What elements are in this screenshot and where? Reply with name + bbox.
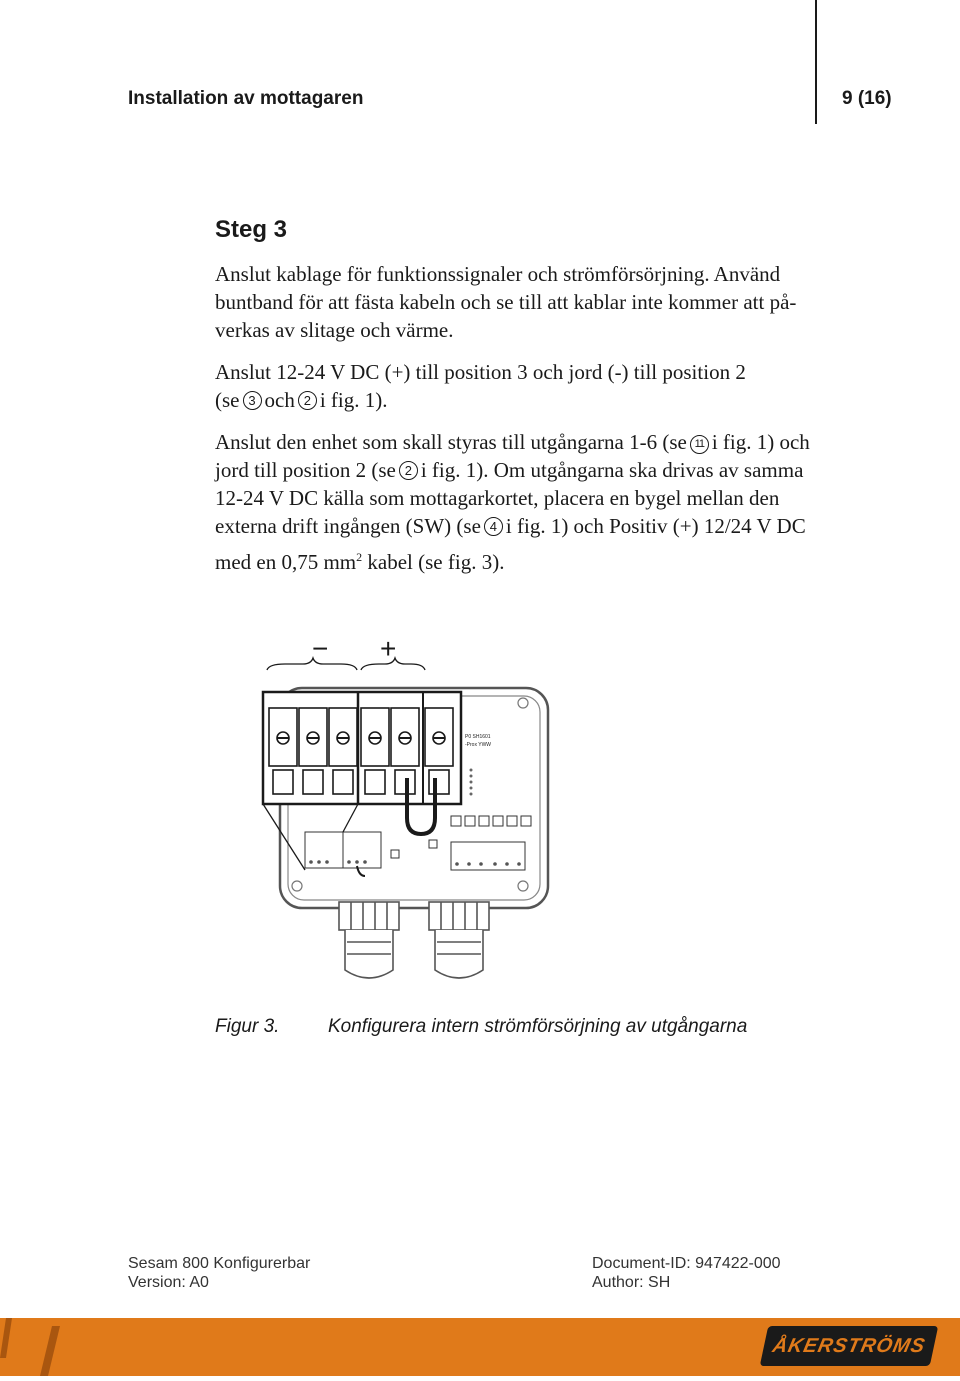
figure-caption: Konfigurera intern strömförsörjning av utgångarna [328, 1016, 748, 1037]
footer-product: Sesam 800 Konfigurerbar [128, 1255, 311, 1272]
paragraph-line: Anslut den enhet som skall styras till utgångarna 1-6 (se 11 i fig. 1) och [215, 430, 810, 454]
paragraph-outputs [215, 428, 895, 576]
paragraph-line: buntband för att fästa kabeln och se till att kablar inte kommer att på- [215, 290, 797, 314]
paragraph-line: 12-24 V DC källa som mottagarkortet, placera en bygel mellan den [215, 486, 780, 510]
section-heading: Steg 3 [215, 216, 288, 243]
footer-version: Version: A0 [128, 1274, 209, 1291]
circled-number-2: 2 [399, 461, 418, 480]
minus-brace [267, 658, 357, 670]
paragraph-line: jord till position 2 (se 2 i fig. 1). Om utgångarna ska drivas av samma [215, 458, 804, 482]
paragraph-power [215, 358, 895, 414]
paragraph-line: verkas av slitage och värme. [215, 318, 454, 342]
paragraph-line: (se 3 och 2 i fig. 1). [215, 388, 388, 412]
circled-number-2: 2 [298, 391, 317, 410]
page-number: 9 (16) [842, 88, 892, 109]
header-divider [815, 0, 817, 124]
footer-author: Author: SH [592, 1274, 671, 1291]
figure-label: Figur 3. [215, 1016, 280, 1037]
circled-number-4: 4 [484, 517, 503, 536]
company-logo: ÅKERSTRÖMS [760, 1326, 939, 1366]
wiring-figure [255, 630, 555, 1000]
circled-number-11: 11 [690, 435, 709, 454]
header-title: Installation av mottagaren [128, 88, 364, 109]
paragraph-line: Anslut kablage för funktionssignaler och strömförsörjning. Använd [215, 262, 781, 286]
paragraph-line: med en 0,75 $mm^2$ kabel (se fig. 3). [215, 550, 505, 574]
footer-document-id: Document-ID: 947422-000 [592, 1255, 781, 1272]
circled-number-3: 3 [243, 391, 262, 410]
board-label-1: P0 SH1601 [465, 734, 491, 740]
paragraph-line: Anslut 12-24 V DC (+) till position 3 och jord (-) till position 2 [215, 360, 746, 384]
plus-sign: + [380, 633, 397, 664]
board-label-2: -Prox YWW [465, 742, 492, 748]
paragraph-cabling [215, 260, 895, 344]
minus-sign: − [312, 633, 329, 664]
paragraph-line: externa drift ingången (SW) (se 4 i fig. 1) och Positiv (+) 12/24 V DC [215, 514, 806, 538]
cable-glands [339, 902, 489, 978]
